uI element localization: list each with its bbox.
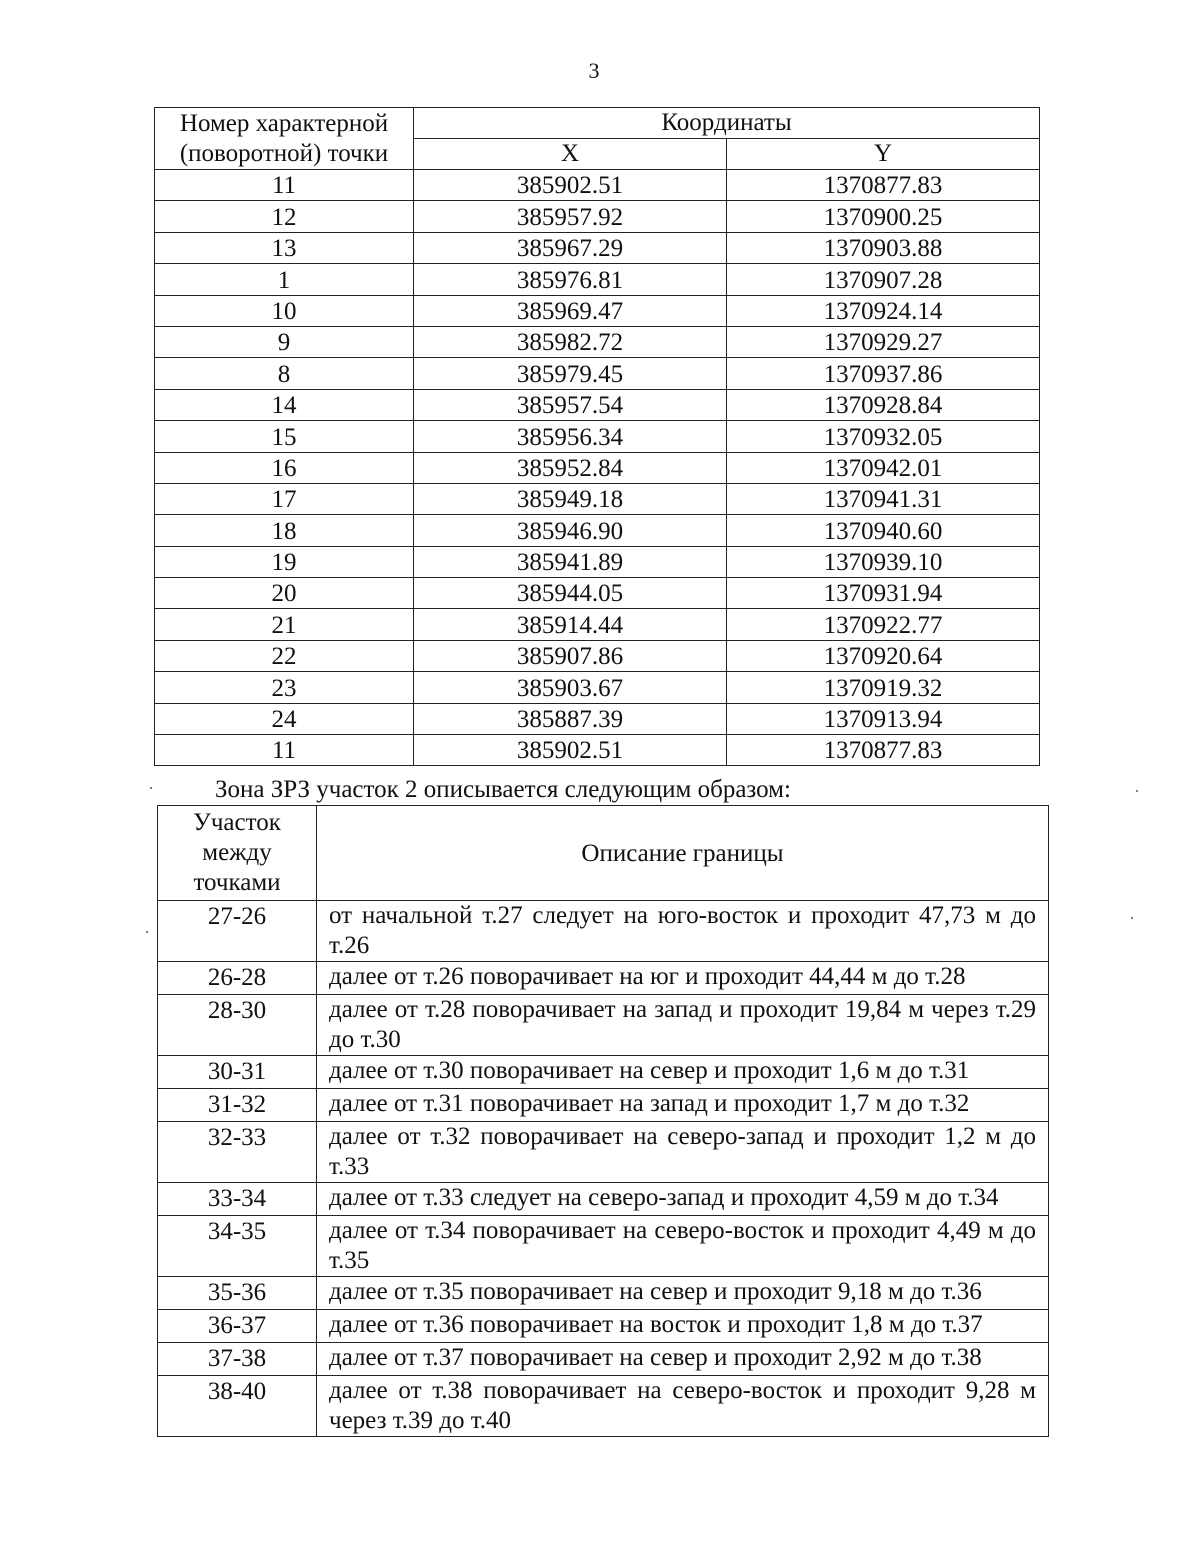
point-number-header: Номер характерной (поворотной) точки xyxy=(155,108,414,170)
description-cell: далее от т.36 поворачивает на восток и проходит 1,8 м до т.37 xyxy=(317,1310,1049,1343)
y-coordinate-cell: 1370924.14 xyxy=(727,295,1040,326)
point-number-cell: 14 xyxy=(155,389,414,420)
point-number-cell: 9 xyxy=(155,326,414,357)
table-row xyxy=(155,201,1040,232)
description-header: Описание границы xyxy=(317,806,1049,901)
x-coordinate-cell: 385952.84 xyxy=(414,452,727,483)
table-row xyxy=(158,901,1049,962)
table-row xyxy=(155,326,1040,357)
table-row xyxy=(158,1056,1049,1089)
description-cell: далее от т.32 поворачивает на северо-запад и проходит 1,2 м до т.33 xyxy=(317,1122,1049,1183)
x-coordinate-cell: 385957.92 xyxy=(414,201,727,232)
point-number-cell: 18 xyxy=(155,515,414,546)
description-cell: далее от т.31 поворачивает на запад и проходит 1,7 м до т.32 xyxy=(317,1089,1049,1122)
y-coordinate-cell: 1370941.31 xyxy=(727,483,1040,514)
y-coordinate-cell: 1370939.10 xyxy=(727,546,1040,577)
table-row xyxy=(155,421,1040,452)
scan-speck xyxy=(1131,917,1133,919)
y-coordinate-cell: 1370903.88 xyxy=(727,232,1040,263)
scan-speck xyxy=(1136,790,1138,792)
x-coordinate-cell: 385969.47 xyxy=(414,295,727,326)
x-coordinate-cell: 385902.51 xyxy=(414,170,727,201)
y-coordinate-cell: 1370922.77 xyxy=(727,609,1040,640)
description-cell: далее от т.35 поворачивает на север и проходит 9,18 м до т.36 xyxy=(317,1277,1049,1310)
table-row xyxy=(155,640,1040,671)
table-row xyxy=(155,578,1040,609)
point-number-cell: 8 xyxy=(155,358,414,389)
table-row xyxy=(158,1216,1049,1277)
scan-speck xyxy=(146,931,148,933)
table-row xyxy=(155,735,1040,766)
x-coordinate-cell: 385914.44 xyxy=(414,609,727,640)
segment-cell: 33-34 xyxy=(158,1183,317,1216)
zone-intro-text: Зона ЗРЗ участок 2 описывается следующим образом: xyxy=(215,776,791,803)
x-column-header: X xyxy=(414,139,727,170)
y-coordinate-cell: 1370929.27 xyxy=(727,326,1040,357)
y-coordinate-cell: 1370920.64 xyxy=(727,640,1040,671)
segment-header: Участок между точками xyxy=(158,806,317,901)
x-coordinate-cell: 385982.72 xyxy=(414,326,727,357)
segment-cell: 35-36 xyxy=(158,1277,317,1310)
description-cell: далее от т.38 поворачивает на северо-восток и проходит 9,28 м через т.39 до т.40 xyxy=(317,1376,1049,1437)
segment-cell: 37-38 xyxy=(158,1343,317,1376)
point-number-cell: 17 xyxy=(155,483,414,514)
y-coordinate-cell: 1370931.94 xyxy=(727,578,1040,609)
table-row xyxy=(158,1310,1049,1343)
x-coordinate-cell: 385902.51 xyxy=(414,735,727,766)
y-coordinate-cell: 1370877.83 xyxy=(727,735,1040,766)
x-coordinate-cell: 385967.29 xyxy=(414,232,727,263)
table-row xyxy=(155,232,1040,263)
y-coordinate-cell: 1370913.94 xyxy=(727,703,1040,734)
coordinates-table-body xyxy=(155,170,1040,766)
point-number-cell: 24 xyxy=(155,703,414,734)
x-coordinate-cell: 385946.90 xyxy=(414,515,727,546)
point-number-cell: 16 xyxy=(155,452,414,483)
x-coordinate-cell: 385956.34 xyxy=(414,421,727,452)
point-number-cell: 13 xyxy=(155,232,414,263)
table-row xyxy=(155,483,1040,514)
segment-cell: 31-32 xyxy=(158,1089,317,1122)
table-row xyxy=(158,1089,1049,1122)
y-coordinate-cell: 1370940.60 xyxy=(727,515,1040,546)
y-coordinate-cell: 1370937.86 xyxy=(727,358,1040,389)
point-number-cell: 10 xyxy=(155,295,414,326)
point-number-cell: 20 xyxy=(155,578,414,609)
point-number-cell: 15 xyxy=(155,421,414,452)
table-row xyxy=(155,358,1040,389)
segment-cell: 30-31 xyxy=(158,1056,317,1089)
description-cell: далее от т.30 поворачивает на север и проходит 1,6 м до т.31 xyxy=(317,1056,1049,1089)
table-row xyxy=(158,962,1049,995)
x-coordinate-cell: 385941.89 xyxy=(414,546,727,577)
y-coordinate-cell: 1370900.25 xyxy=(727,201,1040,232)
table-row xyxy=(155,264,1040,295)
segment-cell: 26-28 xyxy=(158,962,317,995)
segment-cell: 32-33 xyxy=(158,1122,317,1183)
description-cell: далее от т.34 поворачивает на северо-восток и проходит 4,49 м до т.35 xyxy=(317,1216,1049,1277)
x-coordinate-cell: 385976.81 xyxy=(414,264,727,295)
coordinates-table xyxy=(154,107,1040,766)
segment-cell: 27-26 xyxy=(158,901,317,962)
segment-cell: 38-40 xyxy=(158,1376,317,1437)
point-number-cell: 21 xyxy=(155,609,414,640)
segments-table-body xyxy=(158,901,1049,1437)
point-number-cell: 11 xyxy=(155,735,414,766)
x-coordinate-cell: 385957.54 xyxy=(414,389,727,420)
description-cell: далее от т.28 поворачивает на запад и проходит 19,84 м через т.29 до т.30 xyxy=(317,995,1049,1056)
y-coordinate-cell: 1370932.05 xyxy=(727,421,1040,452)
x-coordinate-cell: 385907.86 xyxy=(414,640,727,671)
description-cell: далее от т.33 следует на северо-запад и проходит 4,59 м до т.34 xyxy=(317,1183,1049,1216)
table-row xyxy=(155,609,1040,640)
description-cell: далее от т.37 поворачивает на север и проходит 2,92 м до т.38 xyxy=(317,1343,1049,1376)
table-row xyxy=(155,452,1040,483)
coordinates-group-header: Координаты xyxy=(414,108,1040,139)
table-row xyxy=(155,515,1040,546)
y-coordinate-cell: 1370907.28 xyxy=(727,264,1040,295)
table-row xyxy=(155,703,1040,734)
segment-cell: 36-37 xyxy=(158,1310,317,1343)
page-number: 3 xyxy=(588,58,600,83)
y-column-header: Y xyxy=(727,139,1040,170)
x-coordinate-cell: 385949.18 xyxy=(414,483,727,514)
y-coordinate-cell: 1370919.32 xyxy=(727,672,1040,703)
segment-cell: 28-30 xyxy=(158,995,317,1056)
point-number-cell: 1 xyxy=(155,264,414,295)
table-row xyxy=(158,1277,1049,1310)
description-cell: от начальной т.27 следует на юго-восток и проходит 47,73 м до т.26 xyxy=(317,901,1049,962)
table-row xyxy=(155,672,1040,703)
x-coordinate-cell: 385944.05 xyxy=(414,578,727,609)
table-row xyxy=(158,1183,1049,1216)
table-row xyxy=(158,995,1049,1056)
table-row xyxy=(158,1376,1049,1437)
description-cell: далее от т.26 поворачивает на юг и проходит 44,44 м до т.28 xyxy=(317,962,1049,995)
point-number-cell: 19 xyxy=(155,546,414,577)
scan-speck xyxy=(150,787,152,789)
table-row xyxy=(155,170,1040,201)
point-number-cell: 23 xyxy=(155,672,414,703)
point-number-cell: 22 xyxy=(155,640,414,671)
point-number-cell: 11 xyxy=(155,170,414,201)
segment-cell: 34-35 xyxy=(158,1216,317,1277)
table-row xyxy=(158,1343,1049,1376)
boundary-segments-table xyxy=(157,805,1049,1437)
y-coordinate-cell: 1370928.84 xyxy=(727,389,1040,420)
table-row xyxy=(158,1122,1049,1183)
x-coordinate-cell: 385903.67 xyxy=(414,672,727,703)
x-coordinate-cell: 385887.39 xyxy=(414,703,727,734)
table-row xyxy=(155,295,1040,326)
point-number-cell: 12 xyxy=(155,201,414,232)
table-row xyxy=(155,389,1040,420)
x-coordinate-cell: 385979.45 xyxy=(414,358,727,389)
y-coordinate-cell: 1370877.83 xyxy=(727,170,1040,201)
table-row xyxy=(155,546,1040,577)
y-coordinate-cell: 1370942.01 xyxy=(727,452,1040,483)
